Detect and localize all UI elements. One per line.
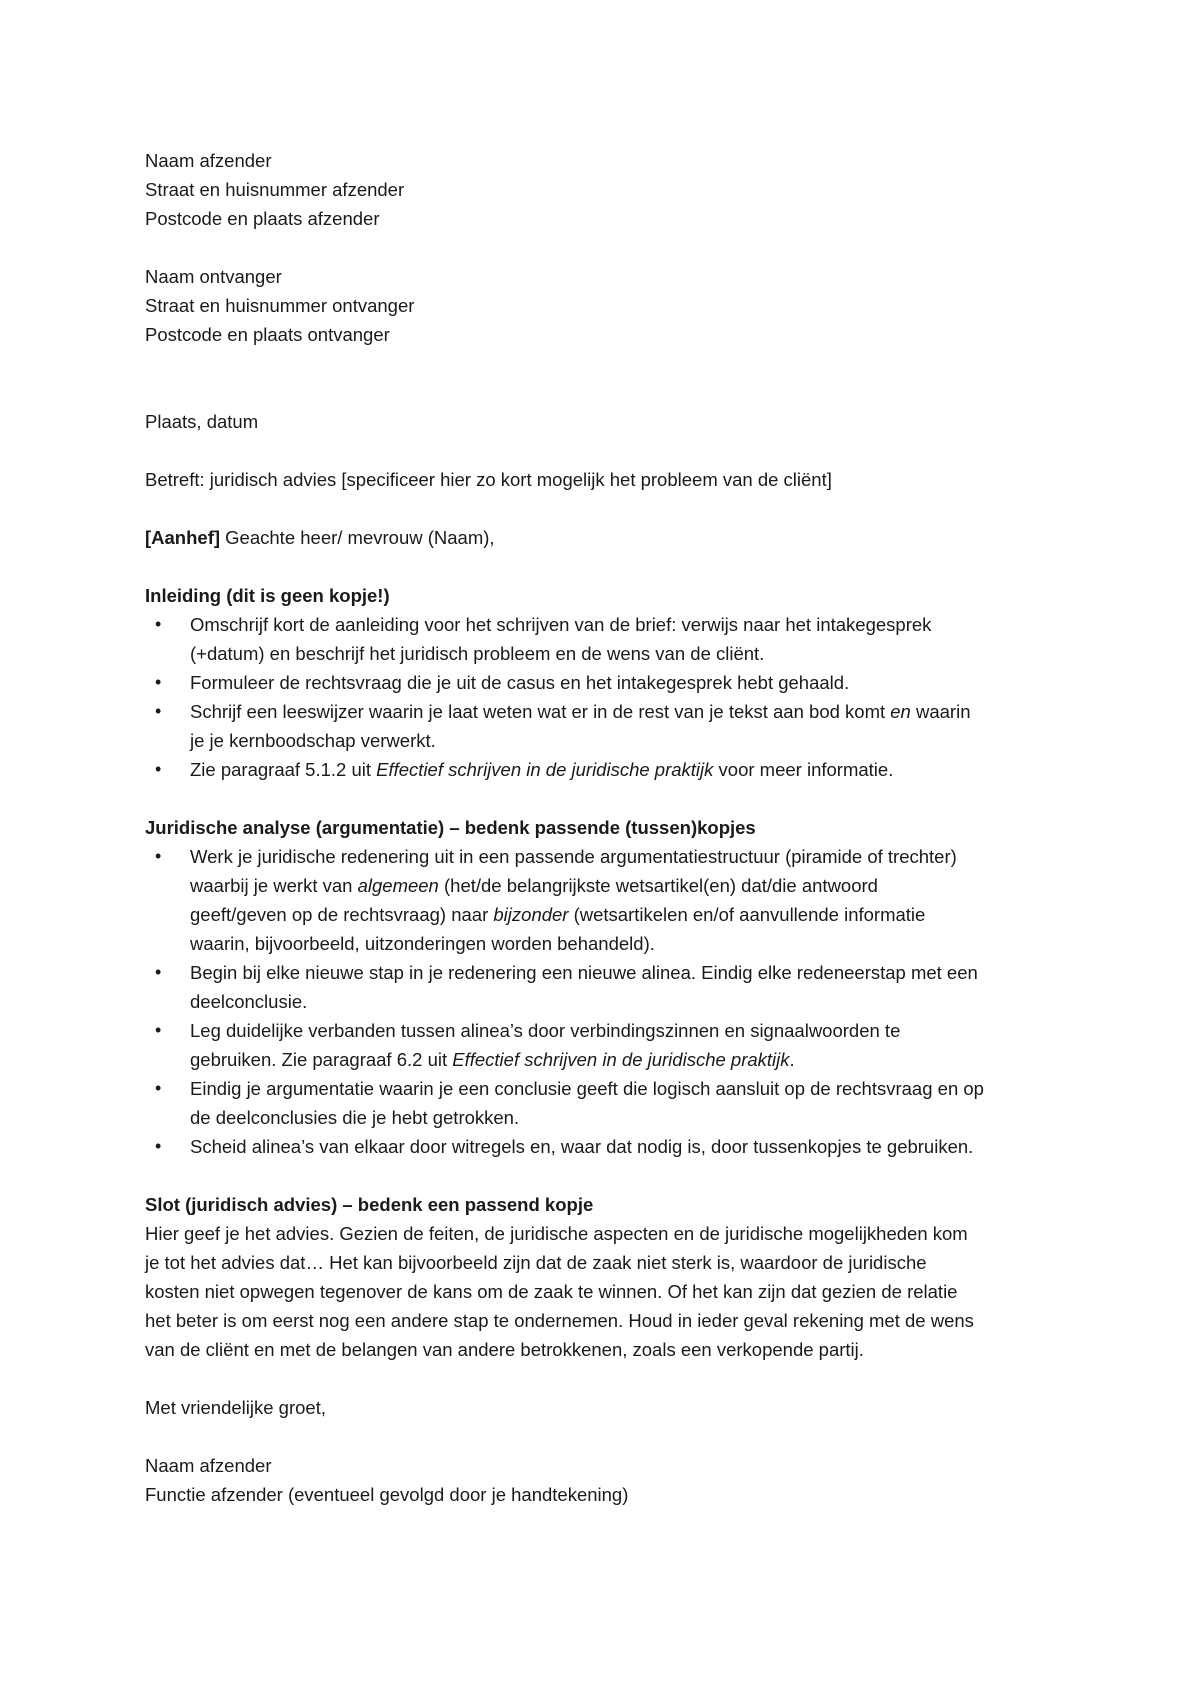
bullet-line: Eindig je argumentatie waarin je een conclusie geeft die logisch aansluit op de rechtsvraag en op bbox=[190, 1078, 984, 1099]
text-run: . bbox=[789, 1049, 795, 1070]
signature-block bbox=[145, 1451, 1075, 1509]
analysis-heading: Juridische analyse (argumentatie) – bedenk passende (tussen)kopjes bbox=[145, 817, 756, 838]
list-item bbox=[145, 1016, 1075, 1074]
sender-postal: Postcode en plaats afzender bbox=[145, 208, 380, 229]
text-run: Schrijf een leeswijzer waarin je laat weten wat er in de rest van je tekst aan bod komt bbox=[190, 701, 891, 722]
list-item bbox=[145, 697, 1075, 755]
text-run: gebruiken. Zie paragraaf 6.2 uit bbox=[190, 1049, 453, 1070]
list-item bbox=[145, 1132, 1075, 1161]
bullet-line bbox=[190, 871, 1075, 900]
bullet-glyph: • bbox=[155, 1136, 162, 1156]
salutation bbox=[145, 523, 1075, 552]
bullet-line: Formuleer de rechtsvraag die je uit de casus en het intakegesprek hebt gehaald. bbox=[190, 672, 850, 693]
bullet-line: waarin, bijvoorbeeld, uitzonderingen worden behandeld). bbox=[190, 933, 655, 954]
bullet-line bbox=[190, 900, 1075, 929]
subject-label: Betreft: bbox=[145, 469, 205, 490]
text-run: waarin bbox=[910, 701, 971, 722]
book-title: Effectief schrijven in de juridische praktijk bbox=[376, 759, 714, 780]
greeting: Met vriendelijke groet, bbox=[145, 1397, 326, 1418]
paragraph-line: je tot het advies dat… Het kan bijvoorbeeld zijn dat de zaak niet sterk is, waardoor de juridische bbox=[145, 1252, 927, 1273]
paragraph-line: kosten niet opwegen tegenover de kans om de zaak te winnen. Of het kan zijn dat gezien de relatie bbox=[145, 1281, 958, 1302]
list-item bbox=[145, 1074, 1075, 1132]
emphasis-run: algemeen bbox=[357, 875, 439, 896]
bullet-glyph: • bbox=[155, 701, 162, 721]
subject-line bbox=[145, 465, 1075, 494]
emphasis-run: en bbox=[890, 701, 911, 722]
paragraph-line: Hier geef je het advies. Gezien de feiten, de juridische aspecten en de juridische mogelijkheden kom bbox=[145, 1223, 968, 1244]
intro-bullet-list bbox=[145, 610, 1075, 784]
list-item bbox=[145, 668, 1075, 697]
recipient-street: Straat en huisnummer ontvanger bbox=[145, 295, 415, 316]
recipient-postal: Postcode en plaats ontvanger bbox=[145, 324, 390, 345]
analysis-bullet-list bbox=[145, 842, 1075, 1161]
bullet-line bbox=[190, 1045, 1075, 1074]
text-run: Zie paragraaf 5.1.2 uit bbox=[190, 759, 377, 780]
paragraph-line: het beter is om eerst nog een andere stap te ondernemen. Houd in ieder geval rekening met de wens bbox=[145, 1310, 974, 1331]
closing-paragraph bbox=[145, 1219, 1075, 1364]
bullet-glyph: • bbox=[155, 759, 162, 779]
bullet-line: je je kernboodschap verwerkt. bbox=[190, 730, 436, 751]
intro-heading: Inleiding (dit is geen kopje!) bbox=[145, 585, 390, 606]
letter-body bbox=[145, 146, 1075, 1509]
bullet-line: Scheid alinea’s van elkaar door witregels en, waar dat nodig is, door tussenkopjes te gebruiken. bbox=[190, 1136, 974, 1157]
recipient-address bbox=[145, 262, 1075, 349]
book-title: Effectief schrijven in de juridische praktijk bbox=[452, 1049, 790, 1070]
text-run: geeft/geven op de rechtsvraag) naar bbox=[190, 904, 494, 925]
signature-function: Functie afzender (eventueel gevolgd door je handtekening) bbox=[145, 1484, 629, 1505]
bullet-line: Leg duidelijke verbanden tussen alinea’s door verbindingszinnen en signaalwoorden te bbox=[190, 1020, 901, 1041]
bullet-line bbox=[190, 755, 1075, 784]
list-item bbox=[145, 755, 1075, 784]
signature-name: Naam afzender bbox=[145, 1455, 272, 1476]
bullet-line: deelconclusie. bbox=[190, 991, 308, 1012]
bullet-line: Werk je juridische redenering uit in een passende argumentatiestructuur (piramide of trechter) bbox=[190, 846, 957, 867]
recipient-name: Naam ontvanger bbox=[145, 266, 282, 287]
subject-text: juridisch advies [specificeer hier zo kort mogelijk het probleem van de cliënt] bbox=[204, 469, 832, 490]
text-run: waarbij je werkt van bbox=[190, 875, 358, 896]
bullet-glyph: • bbox=[155, 614, 162, 634]
sender-name: Naam afzender bbox=[145, 150, 272, 171]
bullet-line: Omschrijf kort de aanleiding voor het schrijven van de brief: verwijs naar het intakegesprek bbox=[190, 614, 932, 635]
place-date: Plaats, datum bbox=[145, 411, 259, 432]
text-run: (het/de belangrijkste wetsartikel(en) dat/die antwoord bbox=[438, 875, 878, 896]
bullet-glyph: • bbox=[155, 1020, 162, 1040]
salutation-tag: [Aanhef] bbox=[145, 527, 221, 548]
paragraph-line: van de cliënt en met de belangen van andere betrokkenen, zoals een verkopende partij. bbox=[145, 1339, 864, 1360]
salutation-text: Geachte heer/ mevrouw (Naam), bbox=[220, 527, 495, 548]
list-item bbox=[145, 842, 1075, 958]
bullet-glyph: • bbox=[155, 672, 162, 692]
bullet-line bbox=[190, 697, 1075, 726]
list-item bbox=[145, 610, 1075, 668]
text-run: voor meer informatie. bbox=[713, 759, 894, 780]
bullet-line: (+datum) en beschrijf het juridisch probleem en de wens van de cliënt. bbox=[190, 643, 765, 664]
emphasis-run: bijzonder bbox=[493, 904, 569, 925]
text-run: (wetsartikelen en/of aanvullende informatie bbox=[568, 904, 926, 925]
sender-street: Straat en huisnummer afzender bbox=[145, 179, 405, 200]
sender-address bbox=[145, 146, 1075, 233]
bullet-glyph: • bbox=[155, 846, 162, 866]
bullet-glyph: • bbox=[155, 962, 162, 982]
bullet-line: Begin bij elke nieuwe stap in je redenering een nieuwe alinea. Eindig elke redeneerstap met een bbox=[190, 962, 978, 983]
closing-heading: Slot (juridisch advies) – bedenk een passend kopje bbox=[145, 1194, 594, 1215]
bullet-line: de deelconclusies die je hebt getrokken. bbox=[190, 1107, 520, 1128]
bullet-glyph: • bbox=[155, 1078, 162, 1098]
list-item bbox=[145, 958, 1075, 1016]
